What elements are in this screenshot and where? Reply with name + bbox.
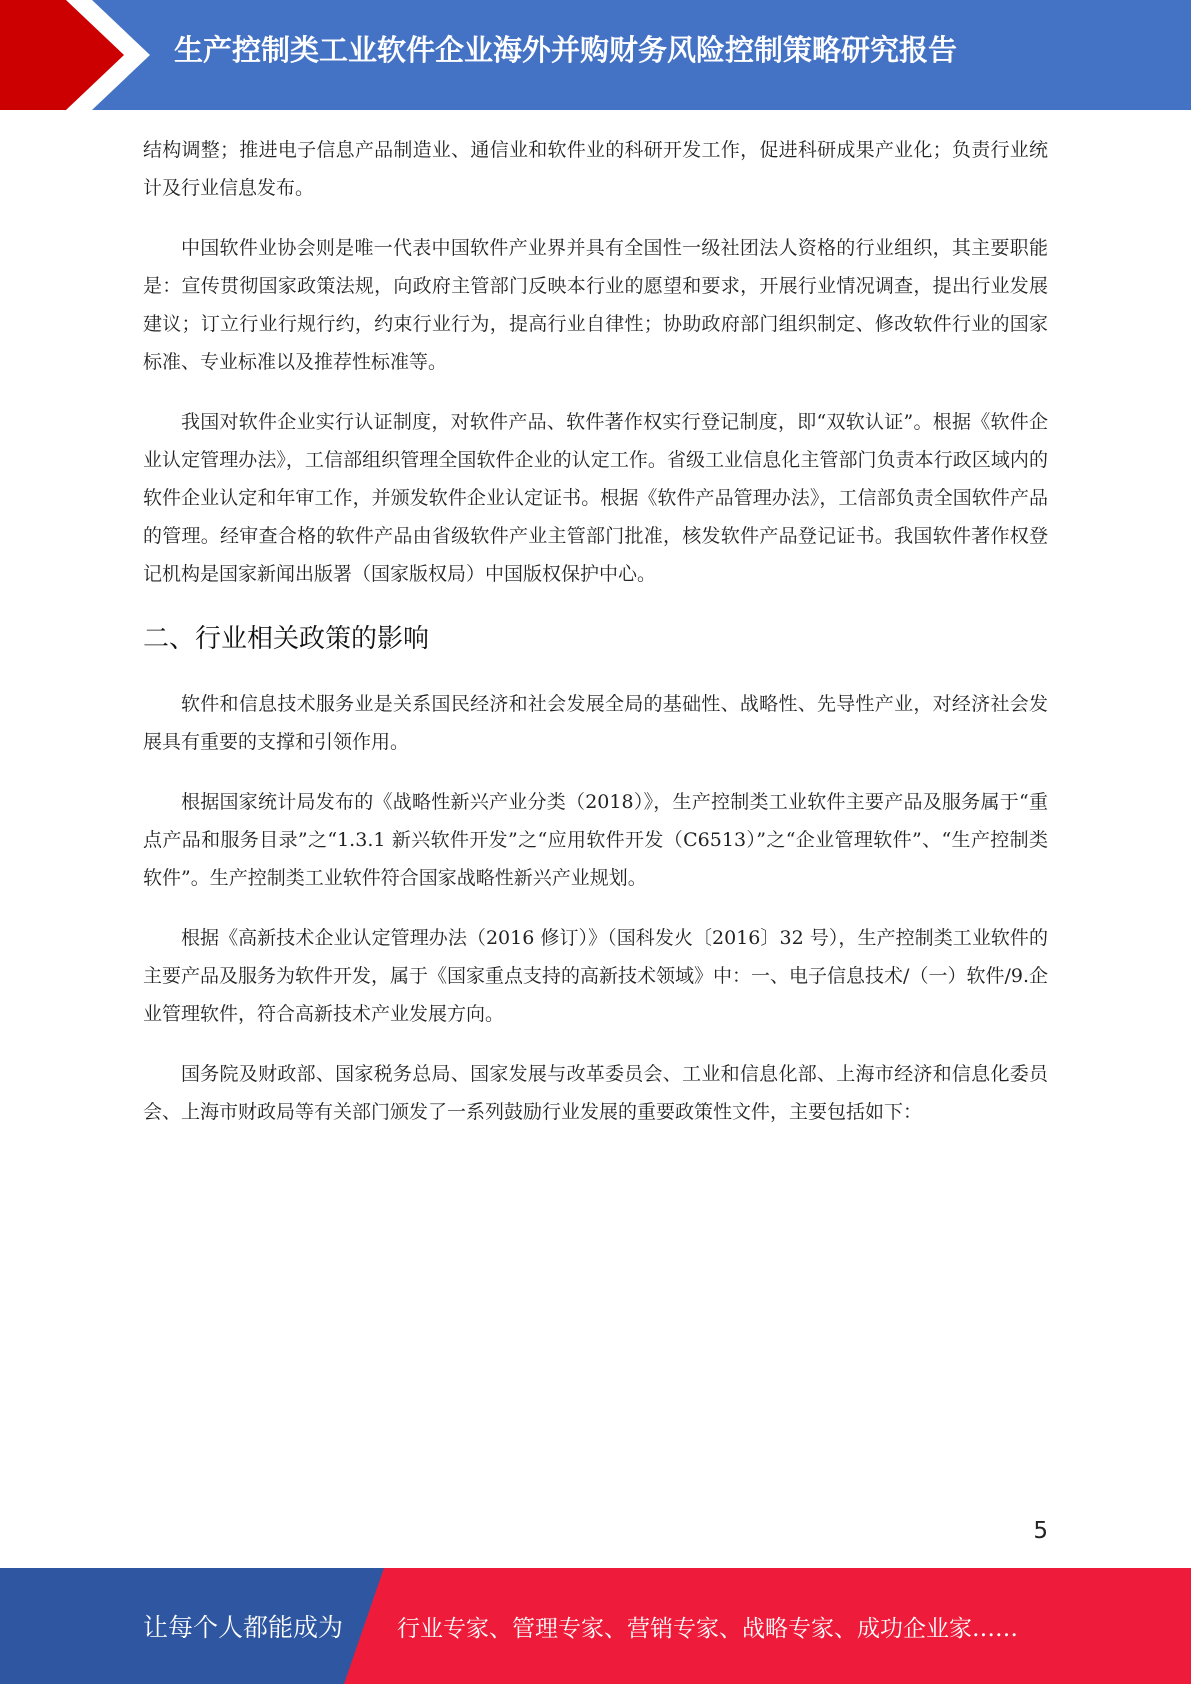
page-footer-banner <box>0 1568 1191 1684</box>
section-paragraph: 国务院及财政部、国家税务总局、国家发展与改革委员会、工业和信息化部、上海市经济和信息化委员会、上海市财政局等有关部门颁发了一系列鼓励行业发展的重要政策性文件，主要包括如下： <box>143 1063 1048 1123</box>
page-header-banner <box>0 0 1191 110</box>
footer-slogan-lead: 让每个人都能成为 <box>143 1613 344 1642</box>
body-paragraph: 中国软件业协会则是唯一代表中国软件产业界并具有全国性一级社团法人资格的行业组织，其主要职能是：宣传贯彻国家政策法规，向政府主管部门反映本行业的愿望和要求，开展行业情况调查，提出行业发展建议；订立行业行规行约，约束行业行为，提高行业自律性；协助政府部门组织制定、修改软件行业的国家标准、专业标准以及推荐性标准等。 <box>143 237 1048 373</box>
section-heading: 二、行业相关政策的影响 <box>143 624 430 654</box>
section-paragraph: 软件和信息技术服务业是关系国民经济和社会发展全局的基础性、战略性、先导性产业，对经济社会发展具有重要的支撑和引领作用。 <box>143 693 1048 753</box>
page-number: 5 <box>1033 1518 1048 1544</box>
body-paragraph: 我国对软件企业实行认证制度，对软件产品、软件著作权实行登记制度，即“双软认证”。根据《软件企业认定管理办法》，工信部组织管理全国软件企业的认定工作。省级工业信息化主管部门负责本行政区域内的软件企业认定和年审工作，并颁发软件企业认定证书。根据《软件产品管理办法》，工信部负责全国软件产品的管理。经审查合格的软件产品由省级软件产业主管部门批准，核发软件产品登记证书。我国软件著作权登记机构是国家新闻出版署（国家版权局）中国版权保护中心。 <box>143 411 1048 585</box>
section-paragraph: 根据《高新技术企业认定管理办法（2016 修订）》（国科发火〔2016〕32 号），生产控制类工业软件的主要产品及服务为软件开发，属于《国家重点支持的高新技术领域》中：一、电子信息技术/（一）软件/9.企业管理软件，符合高新技术产业发展方向。 <box>143 927 1048 1025</box>
footer-slogan-list: 行业专家、管理专家、营销专家、战略专家、成功企业家…… <box>397 1616 1018 1642</box>
page-body <box>143 131 1048 1153</box>
section-paragraph: 根据国家统计局发布的《战略性新兴产业分类（2018）》，生产控制类工业软件主要产品及服务属于“重点产品和服务目录”之“1.3.1 新兴软件开发”之“应用软件开发（C6513）”之“企业管理软件”、“生产控制类软件”。生产控制类工业软件符合国家战略性新兴产业规划。 <box>143 791 1048 889</box>
body-paragraph-continued: 结构调整；推进电子信息产品制造业、通信业和软件业的科研开发工作，促进科研成果产业化；负责行业统计及行业信息发布。 <box>143 139 1048 199</box>
report-title: 生产控制类工业软件企业海外并购财务风险控制策略研究报告 <box>174 33 958 67</box>
